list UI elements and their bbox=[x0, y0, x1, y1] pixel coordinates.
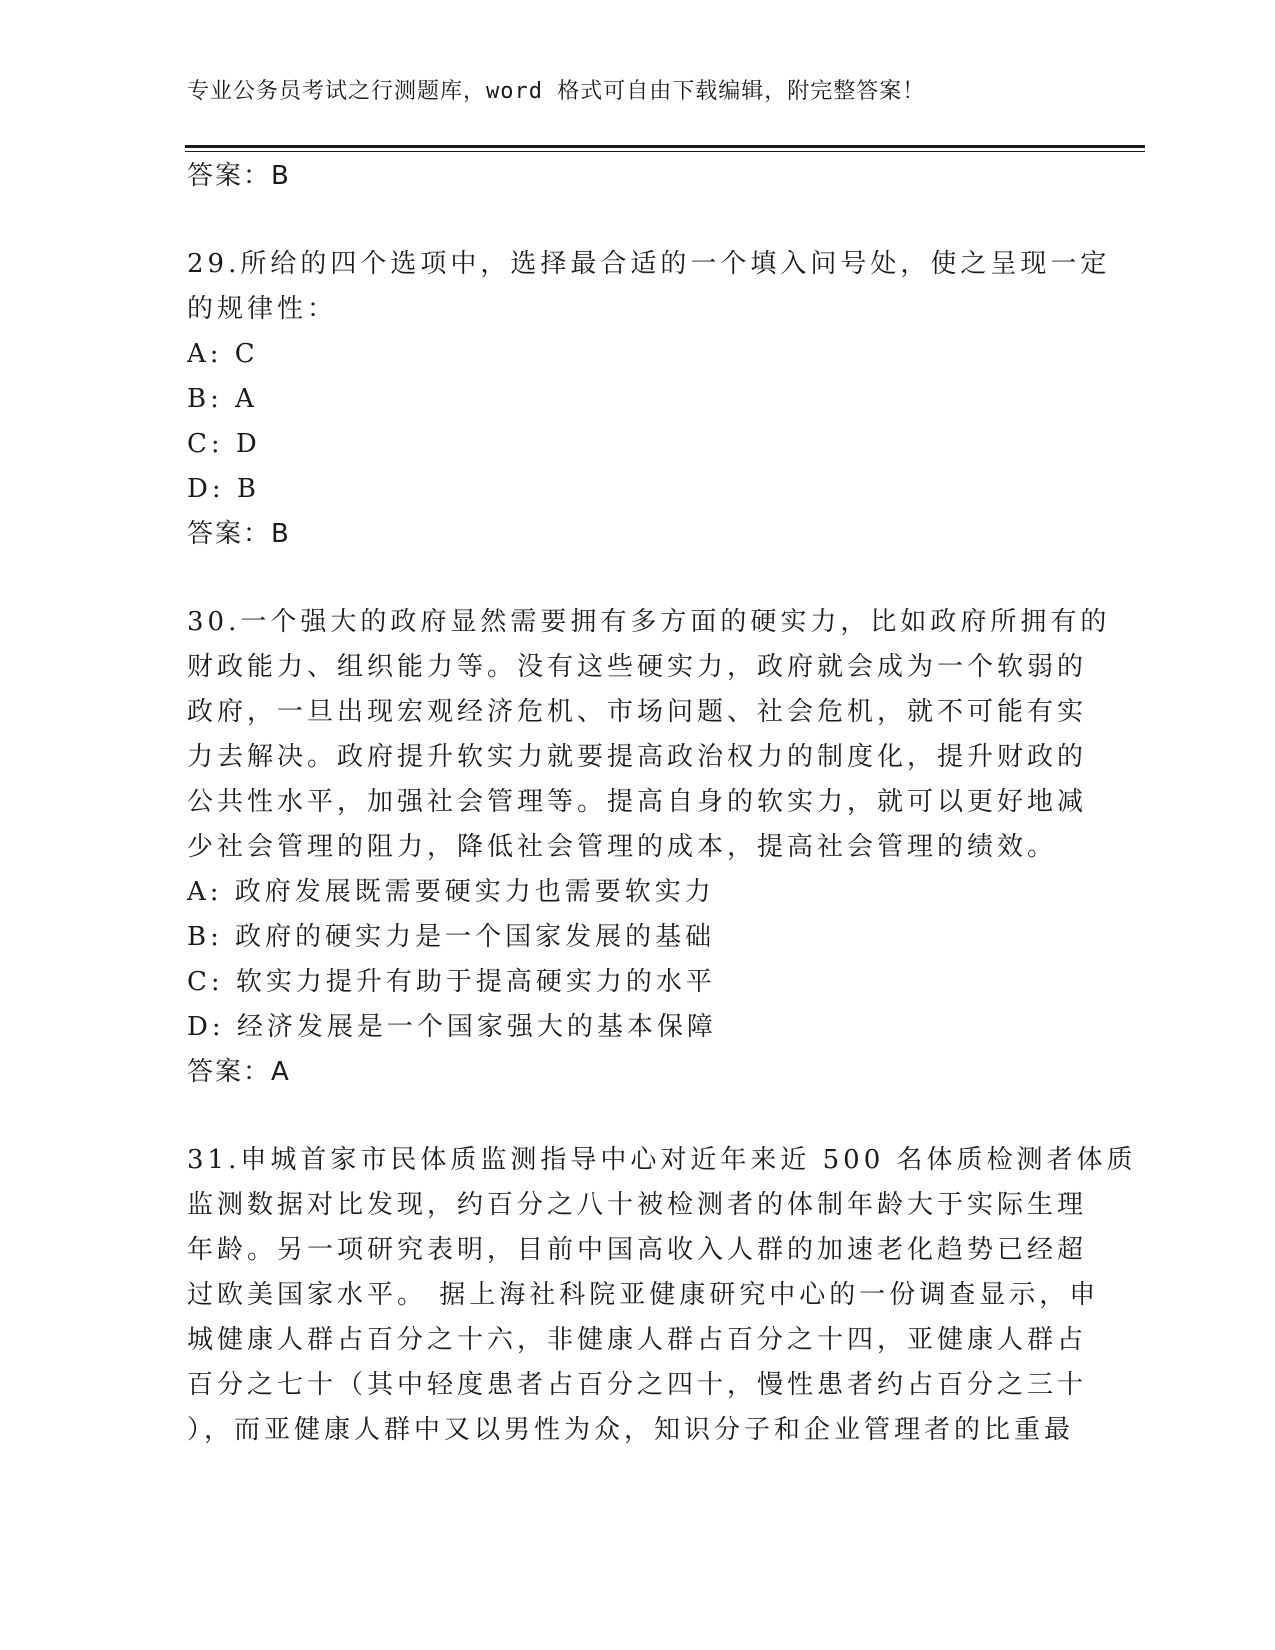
option-a: A: C bbox=[187, 339, 259, 369]
option-d: D: 经济发展是一个国家强大的基本保障 bbox=[187, 1012, 717, 1042]
question-text-line: 城健康人群占百分之十六，非健康人群占百分之十四，亚健康人群占 bbox=[187, 1325, 1088, 1355]
question-text-line: 的规律性： bbox=[187, 294, 338, 324]
option-b: B: A bbox=[187, 384, 258, 414]
option-c: C: D bbox=[187, 429, 261, 459]
question-text-line: 政府，一旦出现宏观经济危机、市场问题、社会危机，就不可能有实 bbox=[187, 697, 1088, 727]
question-29 bbox=[187, 242, 1111, 557]
question-text-line: 29.所给的四个选项中，选择最合适的一个填入问号处，使之呈现一定 bbox=[187, 249, 1111, 279]
option-c: C: 软实力提升有助于提高硬实力的水平 bbox=[187, 967, 716, 997]
option-a: A: 政府发展既需要硬实力也需要软实力 bbox=[187, 877, 715, 907]
document-body bbox=[187, 154, 1137, 1453]
previous-answer: 答案：B bbox=[187, 161, 291, 191]
question-text-line: 31.申城首家市民体质监测指导中心对近年来近 500 名体质检测者体质 bbox=[187, 1145, 1137, 1175]
option-d: D: B bbox=[187, 474, 260, 504]
question-text-line: ），而亚健康人群中又以男性为众，知识分子和企业管理者的比重最 bbox=[187, 1415, 1075, 1445]
spacer bbox=[187, 1095, 1067, 1138]
spacer bbox=[187, 199, 1067, 242]
question-text-line: 年龄。另一项研究表明，目前中国高收入人群的加速老化趋势已经超 bbox=[187, 1235, 1088, 1265]
question-text-line: 百分之七十（其中轻度患者占百分之四十，慢性患者约占百分之三十 bbox=[187, 1370, 1088, 1400]
page-header: 专业公务员考试之行测题库，word 格式可自由下载编辑，附完整答案！ bbox=[187, 79, 926, 104]
header-rule-thick bbox=[185, 145, 1145, 148]
header-rule-thin bbox=[185, 151, 1145, 152]
question-text-line: 力去解决。政府提升软实力就要提高政治权力的制度化，提升财政的 bbox=[187, 742, 1088, 772]
answer-line: 答案：B bbox=[187, 519, 291, 549]
question-text-line: 财政能力、组织能力等。没有这些硬实力，政府就会成为一个软弱的 bbox=[187, 652, 1088, 682]
answer-line: 答案：A bbox=[187, 1057, 291, 1087]
spacer bbox=[187, 557, 1067, 600]
question-30 bbox=[187, 600, 1111, 1095]
question-text-line: 监测数据对比发现，约百分之八十被检测者的体制年龄大于实际生理 bbox=[187, 1190, 1088, 1220]
question-text-line: 30.一个强大的政府显然需要拥有多方面的硬实力，比如政府所拥有的 bbox=[187, 607, 1111, 637]
question-text-line: 少社会管理的阻力，降低社会管理的成本，提高社会管理的绩效。 bbox=[187, 832, 1058, 862]
question-31 bbox=[187, 1138, 1137, 1453]
option-b: B: 政府的硬实力是一个国家发展的基础 bbox=[187, 922, 716, 952]
question-text-line: 公共性水平，加强社会管理等。提高自身的软实力，就可以更好地减 bbox=[187, 787, 1088, 817]
question-text-line: 过欧美国家水平。 据上海社科院亚健康研究中心的一份调查显示，申 bbox=[187, 1280, 1100, 1310]
